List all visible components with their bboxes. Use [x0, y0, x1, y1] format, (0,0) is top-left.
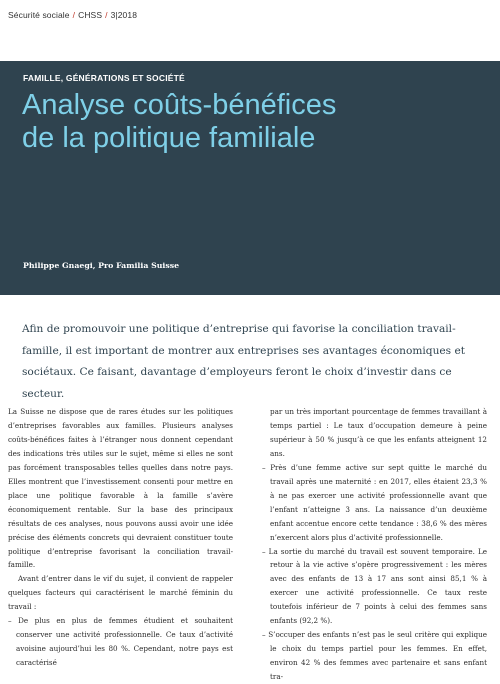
body-column-left: [8, 405, 233, 670]
list-item: – La sortie du marché du travail est souvent temporaire. Le retour à la vie active s’opère progressivement : les mères avec des enfants de 13 à 17 ans sont ainsi 85,1 % à exercer une activité professionnelle. Ce taux reste toutefois inférieur de 7 points à celui des femmes sans enfants (92,2 %).: [262, 545, 487, 629]
list-item: – Près d’une femme active sur sept quitte le marché du travail après une maternité : en 2017, elles étaient 23,3 % à ne pas exercer une activité professionnelle avant que l’enfant n’atteigne 3 ans. La naissance d’un deuxième enfant accentue encore cette tendance : 38,6 % des mères n’exercent alors plus d’activité professionnelle.: [262, 461, 487, 545]
author-byline: Philippe Gnaegi, Pro Familia Suisse: [23, 261, 180, 270]
header-separator: /: [105, 10, 108, 20]
list-item-continuation: par un très important pourcentage de femmes travaillant à temps partiel : Le taux d’occupation demeure à peine supérieur à 50 % jusqu’à ce que les enfants atteignent 12 ans.: [270, 407, 487, 458]
title-line-1: Analyse coûts-bénéfices: [22, 89, 337, 121]
body-paragraph: La Suisse ne dispose que de rares études sur les politiques d’entreprises favorables aux familles. Plusieurs analyses coûts-bénéfices faites à l’étranger nous donnent cependant des indications très utiles sur le sujet, même si elles ne sont pas forcément transposables telles quelles dans notre pays. Elles montrent que l’investissement consenti pour mettre en place une politique favorable à la famille s’avère économiquement rentable. Sur la base des principaux résultats de ces analyses, nous pouvons aussi avoir une idée précise des éléments concrets qui devraient constituer toute politique d’entreprise favorisant la conciliation travail-famille.: [8, 407, 233, 570]
section-rubric: FAMILLE, GÉNÉRATIONS ET SOCIÉTÉ: [23, 73, 185, 83]
body-paragraph: Avant d’entrer dans le vif du sujet, il convient de rappeler quelques facteurs qui caractérisent le marché féminin du travail :: [8, 574, 233, 612]
article-title: [22, 89, 462, 155]
publication-name: Sécurité sociale: [8, 10, 70, 20]
title-banner: [0, 61, 500, 295]
journal-name: CHSS: [78, 10, 103, 20]
issue-number: 3|2018: [110, 10, 138, 20]
list-item: – S’occuper des enfants n’est pas le seul critère qui explique le choix du temps partiel pour les femmes. En effet, environ 42 % des femmes avec partenaire et sans enfant tra-: [262, 628, 487, 684]
list-item: – De plus en plus de femmes étudient et souhaitent conserver une activité professionnelle. Ce taux d’activité avoisine aujourd’hui les 80 %. Cependant, notre pays est caractérisé: [8, 614, 233, 670]
body-column-right: [262, 405, 487, 684]
title-line-2: de la politique familiale: [22, 122, 316, 154]
lead-paragraph: Afin de promouvoir une politique d’entreprise qui favorise la conciliation travail-famille, il est important de montrer aux entreprises ses avantages économiques et sociétaux. Ce faisant, davantage d’employeurs feront le choix d’investir dans ce secteur.: [22, 323, 465, 400]
header-separator: /: [72, 10, 76, 20]
running-header: [8, 10, 137, 20]
